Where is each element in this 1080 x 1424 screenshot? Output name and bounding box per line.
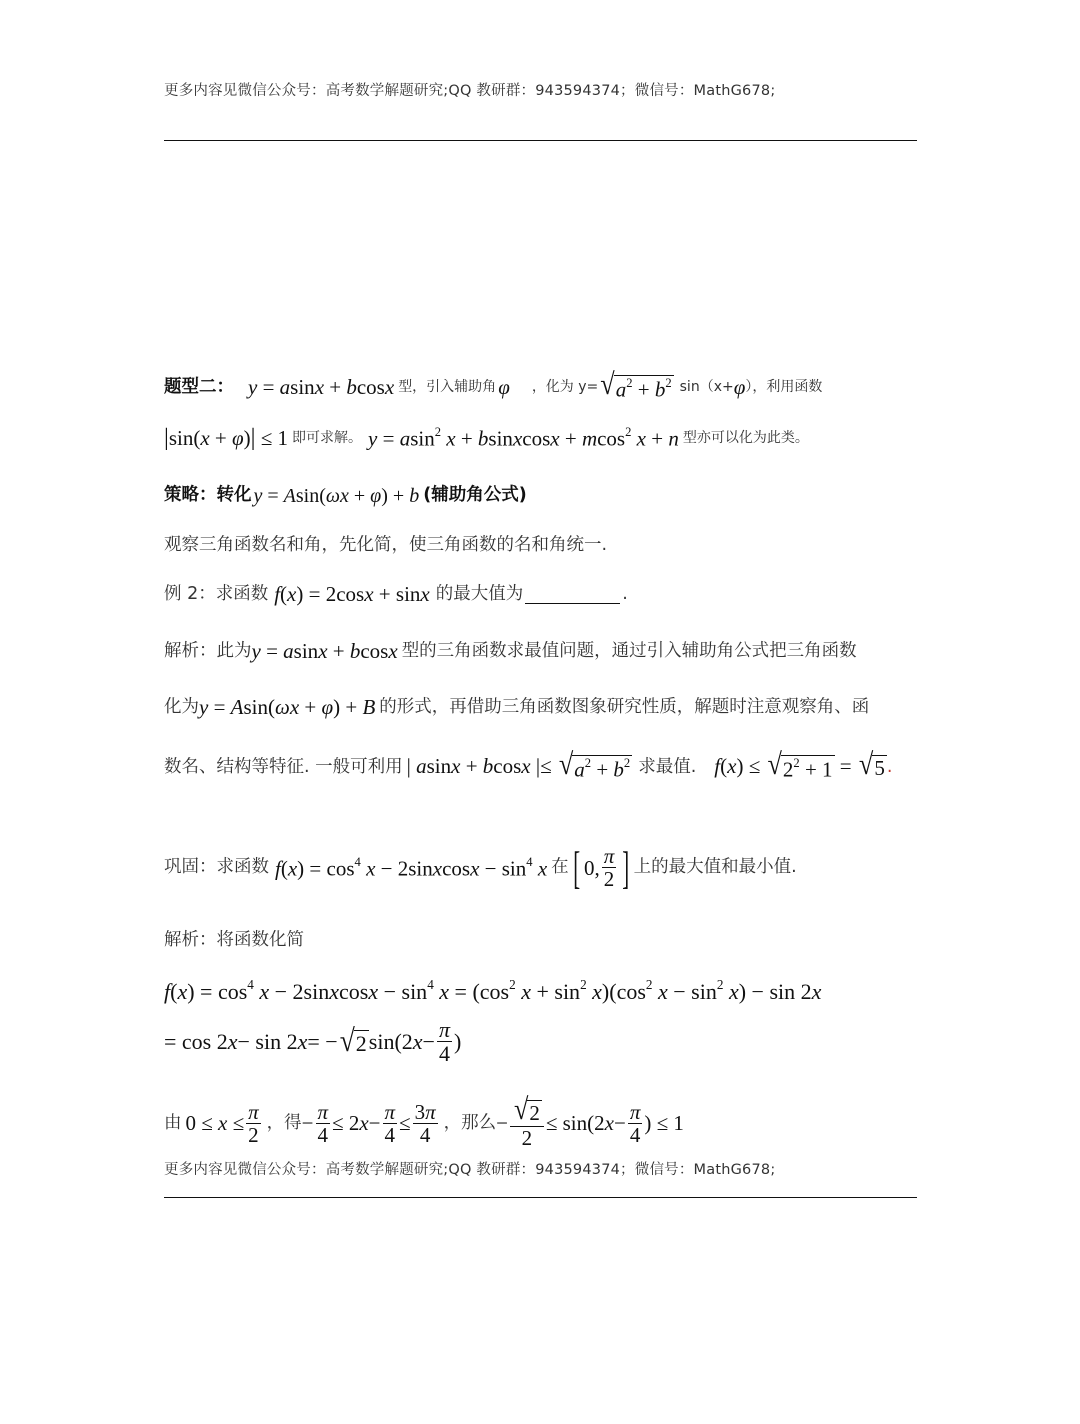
solution1-line2 <box>164 697 869 718</box>
practice-prefix: 巩固：求函数 <box>164 857 269 878</box>
example2-line <box>164 584 628 605</box>
range-text-b: ，得 <box>266 1112 302 1133</box>
type2-formula-2: y = asin$^2$ x + bsinxcosx + mcos$^2$ x + n <box>368 425 679 451</box>
type2-line2 <box>164 426 809 450</box>
simplify-formula-1: $f(x) = \cos^4 x$ − 2sinxcosx − $\sin^4 x = (\cos^2$ $x + \sin^2 x)(\cos^2$ $x - \sin^2 x) - \sin 2x$ <box>164 977 822 1004</box>
solution1-formula-2: y = Asin(ωx + φ) + B <box>199 695 376 719</box>
type2-text-d: ），利用函数 <box>745 379 823 396</box>
type2-text-f: 型亦可以化为此类。 <box>682 430 809 447</box>
solution1-line1 <box>164 641 857 662</box>
practice-suffix: 上的最大值和最小值. <box>633 857 797 878</box>
phi-symbol-2: φ <box>733 374 746 399</box>
example2-prefix: 例 2：求函数 <box>164 583 269 604</box>
interval: [ 0, $\frac{\pi}{2}$ ] <box>572 842 630 894</box>
type2-label: 题型二： <box>164 376 234 397</box>
solution1-label: 解析：此为 <box>164 640 252 661</box>
header-rule <box>164 140 917 141</box>
example2-formula: f(x) = 2cosx + sinx <box>274 582 430 606</box>
solution1-text2b: 的形式，再借助三角函数图象研究性质，解题时注意观察角、函 <box>379 696 870 717</box>
phi-symbol: φ <box>498 374 510 399</box>
solution2-label: 解析：将函数化简 <box>164 930 304 950</box>
page-header: 更多内容见微信公众号：高考数学解题研究;QQ 教研群：943594374；微信号：MathG678; <box>164 83 776 99</box>
abs-bound-formula: | asinx + bcosx |≤ √ $a^2 + b^2$ <box>406 747 631 782</box>
strategy-line <box>164 486 527 506</box>
solution1-text1: 型的三角函数求最值问题，通过引入辅助角公式把三角函数 <box>401 640 857 661</box>
type2-text-b: ，化为 y= <box>531 379 599 396</box>
page-footer: 更多内容见微信公众号：高考数学解题研究;QQ 教研群：943594374；微信号：MathG678; <box>164 1162 776 1178</box>
type2-formula: y = asinx + bcosx <box>248 374 395 399</box>
range-formula-2: − $\frac{\pi}{4}$ ≤ 2 x − $\frac{\pi}{4}$ ≤ $\frac{3\pi}{4}$ <box>301 1099 436 1147</box>
solution1-text3a: 数名、结构等特征. 一般可利用 <box>164 756 403 777</box>
range-text-a: 由 <box>164 1112 182 1133</box>
solution1-text2a: 化为 <box>164 696 199 717</box>
footer-rule <box>164 1197 917 1198</box>
practice-formula: $f(x) = \cos^4 x$ − 2sinxcosx − $\sin^4 x$ <box>275 855 548 881</box>
type2-text-a: 型，引入辅助角 <box>398 379 497 396</box>
example2-end: . <box>622 583 628 604</box>
strategy-formula: y = Asin(ωx + φ) + b <box>253 485 420 507</box>
max-value-formula: f(x) ≤ √ $2^2 + 1$ = √ 5 <box>714 747 885 782</box>
type2-text-c: sin（x+ <box>679 379 734 396</box>
range-line <box>164 1092 684 1151</box>
solution1-line3 <box>164 747 893 783</box>
answer-blank[interactable] <box>525 585 620 604</box>
simplify-line2 <box>164 1018 461 1066</box>
practice-mid: 在 <box>551 857 569 878</box>
type2-text-e: 即可求解。 <box>292 430 363 447</box>
practice-line <box>164 842 797 894</box>
range-text-c: ，那么 <box>443 1112 497 1133</box>
strategy-suffix: (辅助角公式) <box>423 485 527 506</box>
observe-line: 观察三角函数名和角，先化简，使三角函数的名和角统一. <box>164 535 608 555</box>
simplify-line1 <box>164 978 821 1003</box>
range-formula-1: 0 ≤ x ≤ $\frac{\pi}{2}$ <box>185 1099 259 1147</box>
range-formula-3: − √ 2 2 ≤ sin(2 x − $\frac{\pi}{4}$ ) ≤ 1 <box>496 1092 684 1151</box>
abs-sin-bound: |sin(x + φ)| ≤ 1 <box>164 424 289 451</box>
sqrt-a2-b2: √ $a^2 + b^2$ <box>600 367 672 402</box>
strategy-label: 策略：转化 <box>164 485 252 506</box>
simplify-formula-2: = cos 2 x − sin 2 x = − √ 2 sin(2 x − $\frac{\pi}{4}$ ) <box>164 1017 462 1067</box>
solution1-text3b: 求最值. <box>638 756 697 777</box>
example2-suffix: 的最大值为 <box>435 583 524 604</box>
solution1-end: . <box>886 756 893 777</box>
solution1-formula: y = asinx + bcosx <box>251 639 398 663</box>
type2-line1 <box>164 367 823 403</box>
